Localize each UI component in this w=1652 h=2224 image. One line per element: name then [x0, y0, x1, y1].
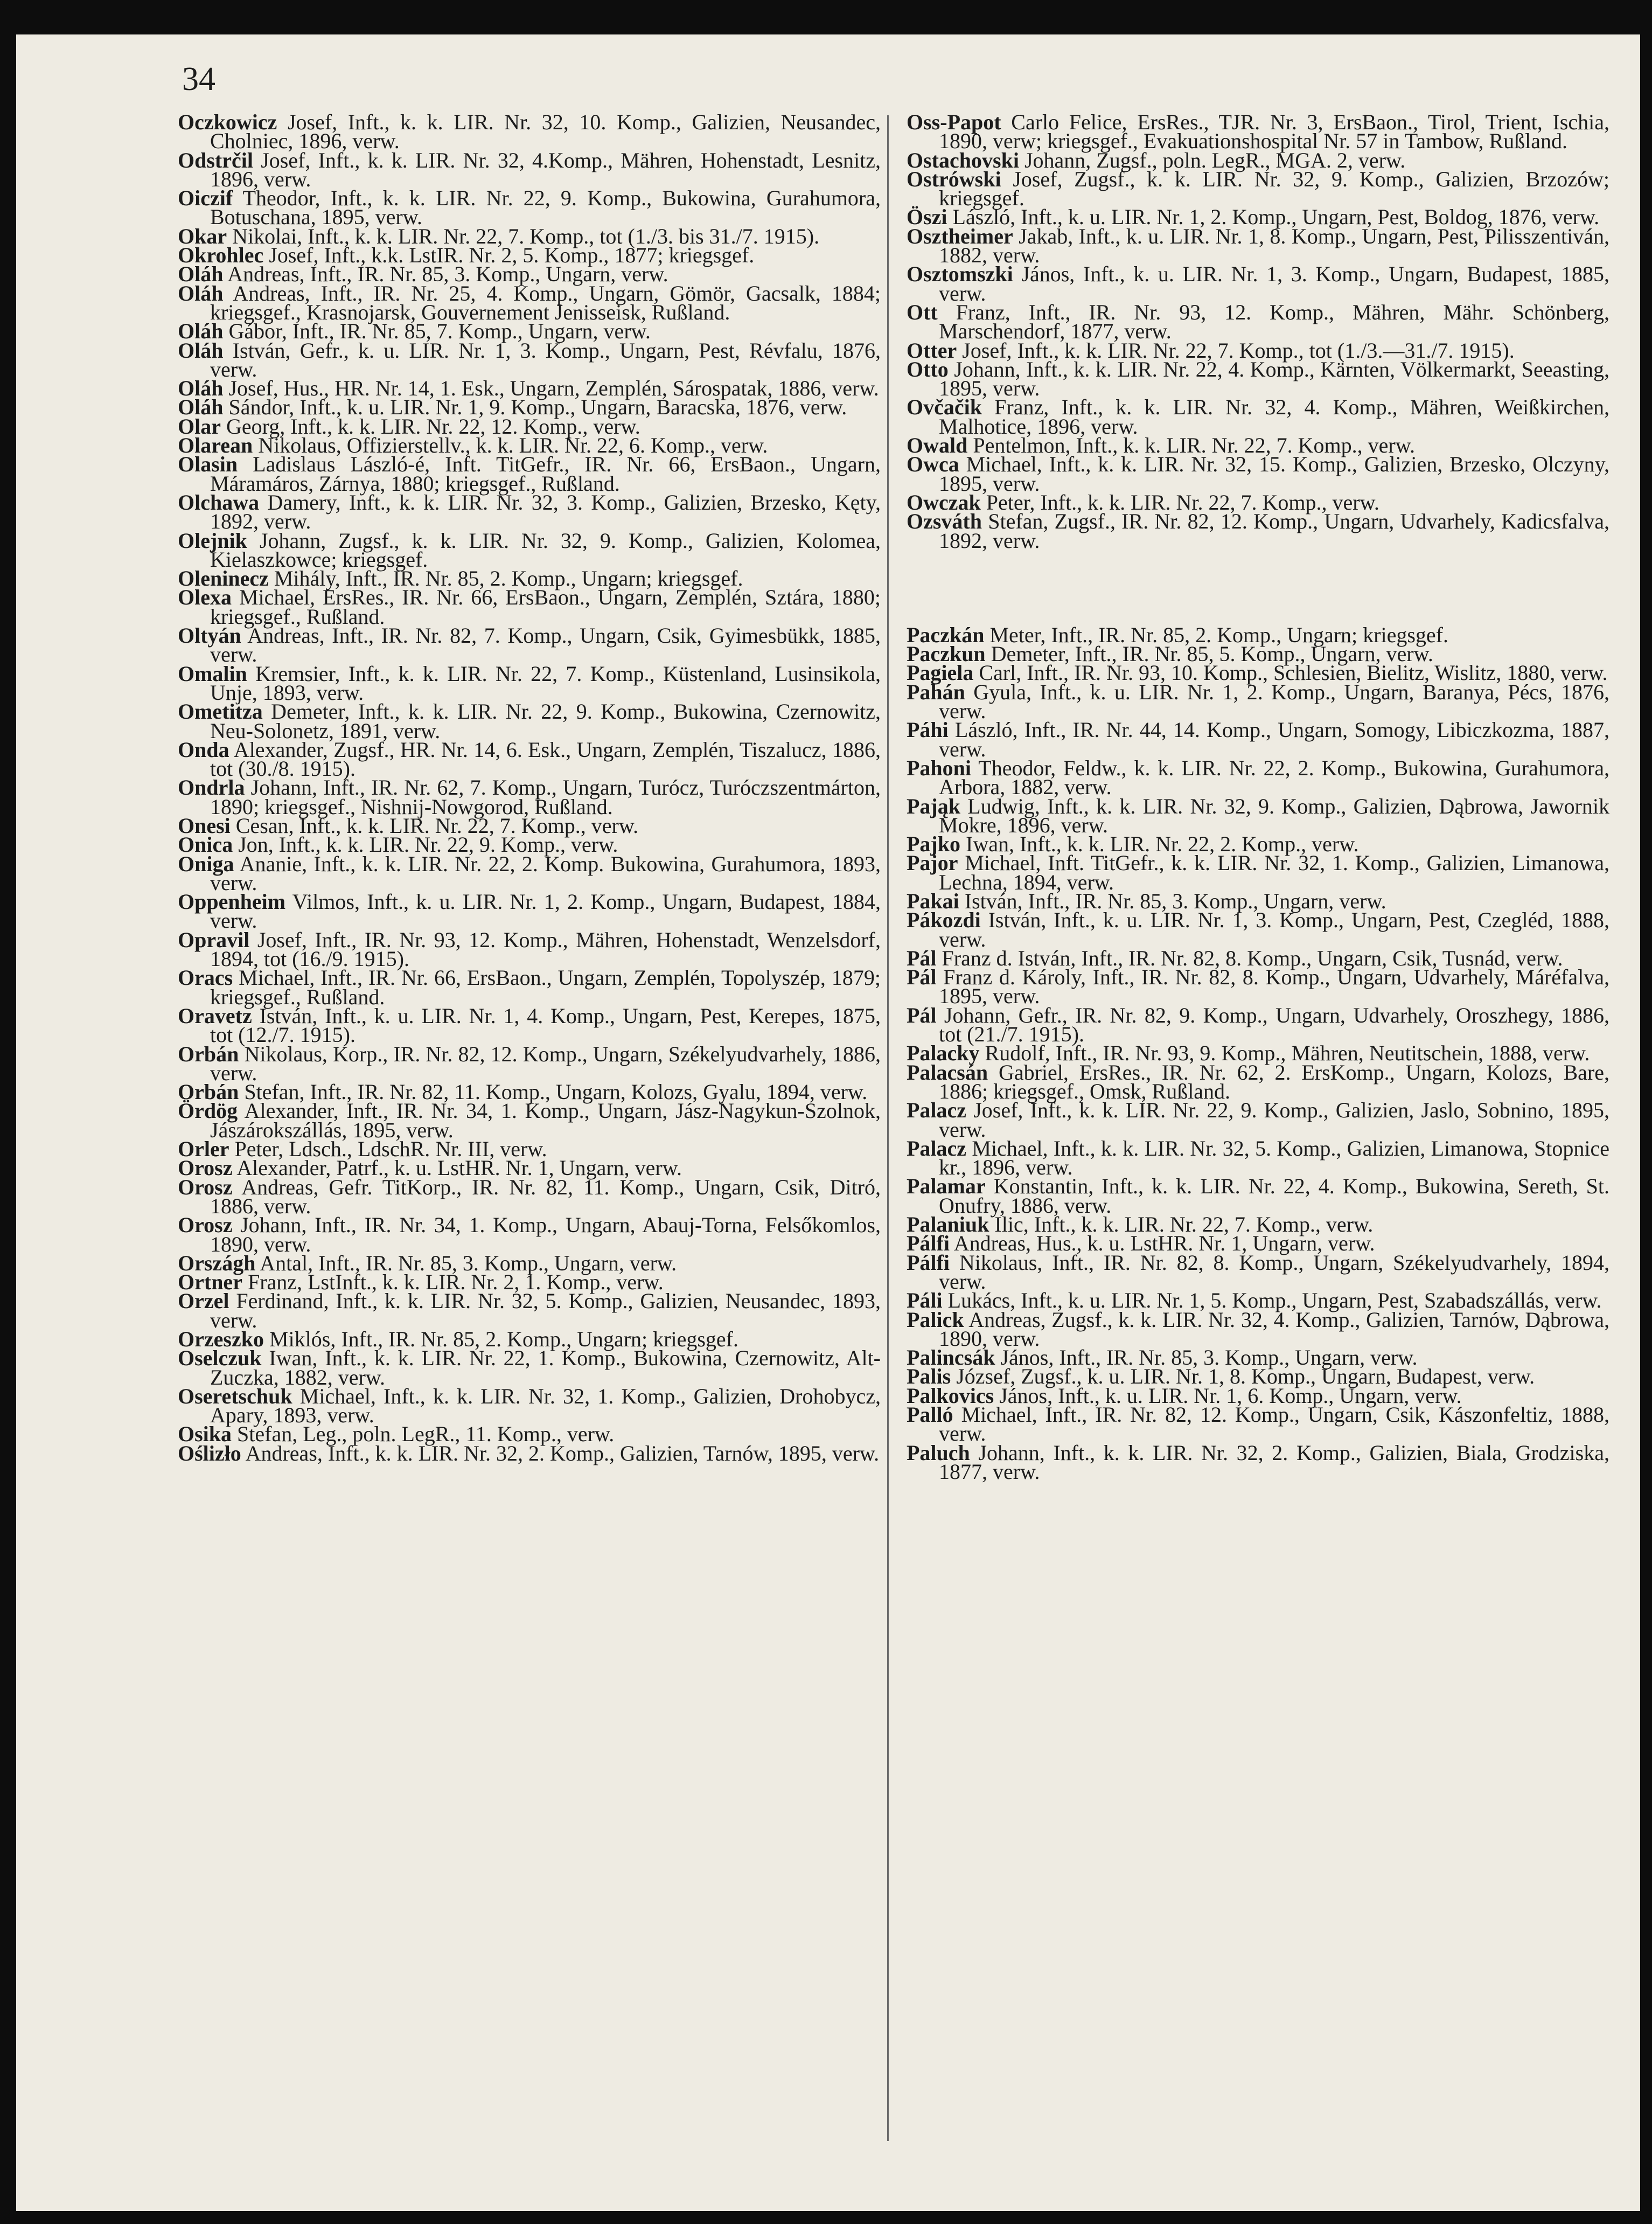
entry-details: Ilic, Inft., k. k. LIR. Nr. 22, 7. Komp., verw.: [989, 1212, 1374, 1237]
register-entry: [178, 1291, 881, 1330]
entry-details: Nikolaus, Korp., IR. Nr. 82, 12. Komp., Ungarn, Székelyudvarhely, 1886, verw.: [210, 1041, 881, 1085]
entry-details: János, Inft., k. u. LIR. Nr. 1, 6. Komp., Ungarn, verw.: [994, 1383, 1462, 1408]
entry-surname: Páhi: [907, 718, 949, 742]
register-entry: [178, 186, 881, 230]
entry-details: Johann, Gefr., IR. Nr. 82, 9. Komp., Ungarn, Udvarhely, Oroszhegy, 1886, tot (21./7. 1915).: [936, 1003, 1609, 1047]
entry-details: István, Inft., IR. Nr. 85, 3. Komp., Ungarn, verw.: [959, 888, 1386, 913]
entry-details: István, Inft., k. u. LIR. Nr. 1, 4. Komp., Ungarn, Pest, Kerepes, 1875, tot (12./7. 1915).: [210, 1003, 881, 1047]
entry-surname: Oláh: [178, 319, 224, 344]
entry-details: Andreas, Zugsf., k. k. LIR. Nr. 32, 4. Komp., Galizien, Tarnów, Dąbrowa, 1890, verw.: [939, 1307, 1609, 1351]
entry-surname: Palacz: [907, 1098, 967, 1123]
register-entry: [178, 927, 881, 971]
entry-details: Johann, Inft., k. k. LIR. Nr. 22, 4. Komp., Kärnten, Völkermarkt, Seeasting, 1895, verw.: [939, 357, 1609, 401]
entry-details: Ananie, Inft., k. k. LIR. Nr. 22, 2. Komp. Bukowina, Gurahumora, 1893, verw.: [210, 851, 881, 895]
register-entry: [907, 1174, 1609, 1218]
entry-details: Jon, Inft., k. k. LIR. Nr. 22, 9. Komp., verw.: [233, 832, 618, 857]
register-entry: [907, 1003, 1609, 1047]
entry-surname: Owca: [907, 452, 959, 477]
entry-details: Stefan, Zugsf., IR. Nr. 82, 12. Komp., Ungarn, Udvarhely, Kadicsfalva, 1892, verw.: [939, 509, 1609, 553]
entry-details: Franz d. István, Inft., IR. Nr. 82, 8. Komp., Ungarn, Csik, Tusnád, verw.: [936, 946, 1563, 970]
entry-surname: Orosz: [178, 1156, 233, 1180]
entry-details: Iwan, Inft., k. k. LIR. Nr. 22, 2. Komp., verw.: [960, 832, 1359, 857]
entry-details: Franz, Inft., IR. Nr. 93, 12. Komp., Mähren, Mähr. Schönberg, Marschendorf, 1877, verw.: [937, 300, 1609, 344]
entry-details: János, Inft., k. u. LIR. Nr. 1, 3. Komp., Ungarn, Budapest, 1885, verw.: [939, 262, 1609, 305]
entry-details: Alexander, Inft., IR. Nr. 34, 1. Komp., Ungarn, Jász-Nagykun-Szolnok, Jászárokszállás, 1895, verw.: [210, 1099, 881, 1142]
entry-surname: Odstrčil: [178, 148, 253, 172]
entry-surname: Öszi: [907, 205, 947, 230]
entry-surname: Onda: [178, 737, 229, 762]
entry-details: Josef, Inft., k. k. LIR. Nr. 32, 10. Komp., Galizien, Neusandec, Cholniec, 1896, verw.: [210, 110, 881, 154]
entry-details: Kremsier, Inft., k. k. LIR. Nr. 22, 7. Komp., Küstenland, Lusinsikola, Unje, 1893, verw.: [210, 661, 881, 705]
register-entry: [907, 1136, 1609, 1180]
entry-details: Carl, Inft., IR. Nr. 93, 10. Komp., Schlesien, Bielitz, Wislitz, 1880, verw.: [973, 661, 1608, 685]
entry-details: Alexander, Patrf., k. u. LstHR. Nr. 1, Ungarn, verw.: [232, 1156, 682, 1180]
entry-details: Josef, Inft., k. k. LIR. Nr. 22, 7. Komp., tot (1./3.—31./7. 1915).: [957, 338, 1515, 363]
entry-surname: Pajor: [907, 851, 958, 875]
entry-surname: Paluch: [907, 1440, 970, 1465]
entry-surname: Palincsák: [907, 1345, 995, 1370]
entry-surname: Oniga: [178, 851, 234, 876]
entry-surname: Pająk: [907, 794, 960, 818]
register-entry: [178, 775, 881, 819]
entry-surname: Ometitza: [178, 699, 263, 724]
register-entry: [178, 737, 881, 781]
register-entry: [178, 1215, 881, 1254]
entry-details: Andreas, Inft., IR. Nr. 82, 7. Komp., Ungarn, Csik, Gyimesbükk, 1885, verw.: [210, 623, 881, 667]
register-entry: [907, 1250, 1609, 1294]
entry-surname: Palacky: [907, 1041, 980, 1066]
entry-surname: Pagiela: [907, 661, 974, 685]
register-entry: [178, 1099, 881, 1142]
register-entry: [178, 338, 881, 381]
register-entry: [907, 1098, 1609, 1142]
register-entry: [178, 851, 881, 895]
entry-details: Johann, Zugsf., k. k. LIR. Nr. 32, 9. Komp., Galizien, Kolomea, Kielaszkowce; kriegsgef.: [210, 528, 881, 572]
entry-details: Michael, Inft., k. k. LIR. Nr. 32, 5. Komp., Galizien, Limanowa, Stopnice kr., 1896, verw.: [939, 1136, 1609, 1180]
entry-surname: Palamar: [907, 1174, 986, 1199]
register-entry: [907, 1402, 1609, 1446]
entry-details: László, Inft., k. u. LIR. Nr. 1, 2. Komp., Ungarn, Pest, Boldog, 1876, verw.: [947, 205, 1600, 230]
entry-details: Andreas, Gefr. TitKorp., IR. Nr. 82, 11. Komp., Ungarn, Csik, Ditró, 1886, verw.: [210, 1174, 881, 1218]
entry-details: Antal, Inft., IR. Nr. 85, 3. Komp., Ungarn, verw.: [255, 1250, 677, 1275]
entry-details: Jakab, Inft., k. u. LIR. Nr. 1, 8. Komp., Ungarn, Pest, Pilisszentiván, 1882, verw.: [939, 224, 1609, 268]
entry-details: Theodor, Feldw., k. k. LIR. Nr. 22, 2. Komp., Bukowina, Gurahumora, Arbora, 1882, verw.: [939, 755, 1609, 800]
entry-surname: Pakai: [907, 888, 959, 913]
left-column: [178, 110, 881, 1465]
entry-details: Michael, Inft., k. k. LIR. Nr. 32, 15. Komp., Galizien, Brzesko, Olczyny, 1895, verw.: [939, 452, 1609, 496]
entry-details: Vilmos, Inft., k. u. LIR. Nr. 1, 2. Komp., Ungarn, Budapest, 1884, verw.: [210, 889, 881, 933]
entry-surname: Palaniuk: [907, 1212, 989, 1237]
entry-surname: Orbán: [178, 1041, 239, 1066]
entry-details: Iwan, Inft., k. k. LIR. Nr. 22, 1. Komp., Bukowina, Czernowitz, Alt-Zuczka, 1882, verw.: [210, 1346, 881, 1389]
register-entry: [178, 1041, 881, 1085]
entry-details: Franz, LstInft., k. k. LIR. Nr. 2, 1. Komp., verw.: [242, 1270, 664, 1295]
entry-surname: Orbán: [178, 1080, 239, 1104]
entry-surname: Paczkun: [907, 642, 986, 666]
entry-surname: Ozsváth: [907, 509, 982, 534]
entry-surname: Ovčačik: [907, 395, 982, 420]
entry-details: Andreas, Hus., k. u. LstHR. Nr. 1, Ungarn, verw.: [949, 1231, 1375, 1256]
register-entry: [178, 585, 881, 629]
entry-details: Johann, Zugsf., poln. LegR., MGA. 2, verw.: [1019, 148, 1406, 172]
register-entry: [178, 623, 881, 667]
entry-details: Franz, Inft., k. k. LIR. Nr. 32, 4. Komp., Mähren, Weißkirchen, Malhotice, 1896, verw.: [939, 395, 1609, 439]
entry-surname: Oltyán: [178, 623, 241, 648]
entry-details: Demeter, Inft., IR. Nr. 85, 5. Komp., Ungarn, verw.: [985, 642, 1433, 666]
register-entry: [178, 452, 881, 496]
entry-details: Lukács, Inft., k. u. LIR. Nr. 1, 5. Komp., Ungarn, Pest, Szabadszállás, verw.: [942, 1288, 1602, 1313]
register-entry: [907, 679, 1609, 724]
entry-details: Michael, Inft., k. k. LIR. Nr. 32, 1. Komp., Galizien, Drohobycz, Apary, 1893, verw.: [210, 1384, 881, 1428]
entry-details: Andreas, Inft., IR. Nr. 85, 3. Komp., Ungarn, verw.: [223, 262, 668, 287]
entry-surname: Orler: [178, 1137, 229, 1162]
entry-details: Theodor, Inft., k. k. LIR. Nr. 22, 9. Komp., Bukowina, Gurahumora, Botuschana, 1895, verw.: [210, 186, 881, 230]
entry-details: Konstantin, Inft., k. k. LIR. Nr. 22, 4. Komp., Bukowina, Sereth, St. Onufry, 1886, verw.: [939, 1174, 1609, 1218]
entry-surname: Pálfi: [907, 1250, 950, 1275]
entry-details: Nikolaus, Inft., IR. Nr. 82, 8. Komp., Ungarn, Székelyudvarhely, 1894, verw.: [939, 1250, 1609, 1294]
entry-surname: Oláh: [178, 376, 224, 401]
entry-details: Miklós, Inft., IR. Nr. 85, 2. Komp., Ungarn; kriegsgef.: [263, 1327, 738, 1351]
entry-details: Josef, Inft., k. k. LIR. Nr. 22, 9. Komp., Galizien, Jaslo, Sobnino, 1895, verw.: [939, 1098, 1609, 1142]
entry-surname: Oppenheim: [178, 889, 286, 914]
entry-surname: Paczkán: [907, 622, 985, 647]
register-entry: [178, 699, 881, 743]
entry-details: Ludwig, Inft., k. k. LIR. Nr. 32, 9. Komp., Galizien, Dąbrowa, Jawornik Mokre, 1896, verw.: [939, 794, 1609, 837]
entry-details: Johann, Inft., IR. Nr. 34, 1. Komp., Ungarn, Abauj-Torna, Felsőkomlos, 1890, verw.: [210, 1213, 881, 1256]
entry-details: Peter, Inft., k. k. LIR. Nr. 22, 7. Komp., verw.: [980, 490, 1379, 515]
entry-details: Stefan, Inft., IR. Nr. 82, 11. Komp., Ungarn, Kolozs, Gyalu, 1894, verw.: [239, 1080, 868, 1104]
entry-surname: Okar: [178, 224, 227, 248]
register-entry: [907, 357, 1609, 401]
entry-details: Damery, Inft., k. k. LIR. Nr. 32, 3. Komp., Galizien, Brzesko, Kęty, 1892, verw.: [210, 490, 881, 534]
entry-surname: Pajko: [907, 832, 960, 857]
entry-details: László, Inft., IR. Nr. 44, 14. Komp., Ungarn, Somogy, Libiczkozma, 1887, verw.: [939, 718, 1609, 761]
entry-details: Michael, Inft., IR. Nr. 82, 12. Komp., Ungarn, Csik, Kászonfeltiz, 1888, verw.: [939, 1402, 1609, 1446]
register-entry: [178, 281, 881, 324]
entry-surname: Oláh: [178, 395, 224, 420]
entry-surname: Oselczuk: [178, 1346, 262, 1371]
register-entry: [178, 889, 881, 933]
entry-surname: Ostrówski: [907, 166, 1001, 191]
entry-surname: Owczak: [907, 490, 981, 515]
entry-details: Peter, Ldsch., LdschR. Nr. III, verw.: [229, 1137, 547, 1162]
entry-details: Franz d. Károly, Inft., IR. Nr. 82, 8. Komp., Ungarn, Udvarhely, Máréfalva, 1895, verw.: [936, 965, 1609, 1009]
entry-surname: Otter: [907, 338, 957, 363]
entry-details: József, Zugsf., k. u. LIR. Nr. 1, 8. Komp., Ungarn, Budapest, verw.: [951, 1364, 1535, 1389]
entry-surname: Orzeszko: [178, 1327, 264, 1351]
entry-details: Michael, ErsRes., IR. Nr. 66, ErsBaon., Ungarn, Zemplén, Sztára, 1880; kriegsgef., Rußland.: [210, 585, 881, 629]
entry-surname: Palló: [907, 1402, 953, 1427]
entry-details: Andreas, Inft., k. k. LIR. Nr. 32, 2. Komp., Galizien, Tarnów, 1895, verw.: [241, 1441, 880, 1465]
entry-details: István, Gefr., k. u. LIR. Nr. 1, 3. Komp., Ungarn, Pest, Révfalu, 1876, verw.: [210, 338, 881, 381]
entry-details: Andreas, Inft., IR. Nr. 25, 4. Komp., Ungarn, Gömör, Gacsalk, 1884; kriegsgef., Krasnojarsk, Gouvernement Jenisseisk, Rußland.: [210, 281, 881, 324]
register-entry: [907, 1307, 1609, 1351]
register-entry: [178, 1441, 881, 1465]
entry-details: Johann, Inft., k. k. LIR. Nr. 32, 2. Komp., Galizien, Biala, Grodziska, 1877, verw.: [939, 1440, 1609, 1484]
entry-details: Josef, Hus., HR. Nr. 14, 1. Esk., Ungarn, Zemplén, Sárospatak, 1886, verw.: [223, 376, 879, 401]
register-entry: [907, 965, 1609, 1009]
register-entry: [907, 262, 1609, 305]
entry-surname: Ostachovski: [907, 148, 1019, 172]
entry-details: Gabriel, ErsRes., IR. Nr. 62, 2. ErsKomp., Ungarn, Kolozs, Bare, 1886; kriegsgef., Omsk, Rußland.: [939, 1060, 1609, 1103]
entry-surname: Oracs: [178, 965, 233, 990]
register-entry: [178, 1384, 881, 1428]
register-entry: [907, 1440, 1609, 1484]
entry-details: Pentelmon, Inft., k. k. LIR. Nr. 22, 7. Komp., verw.: [967, 433, 1416, 458]
entry-surname: Okrohlec: [178, 243, 264, 268]
entry-details: Gábor, Inft., IR. Nr. 85, 7. Komp., Ungarn, verw.: [223, 319, 651, 344]
entry-surname: Palkovics: [907, 1383, 994, 1408]
register-entry: [907, 509, 1609, 553]
register-entry: [907, 908, 1609, 951]
entry-surname: Pahán: [907, 679, 965, 704]
column-divider: [887, 115, 889, 2141]
register-entry: [907, 300, 1609, 344]
entry-surname: Ortner: [178, 1270, 242, 1295]
entry-details: Meter, Inft., IR. Nr. 85, 2. Komp., Ungarn; kriegsgef.: [984, 622, 1448, 647]
entry-surname: Oravetz: [178, 1003, 252, 1028]
entry-details: Rudolf, Inft., IR. Nr. 93, 9. Komp., Mähren, Neutitschein, 1888, verw.: [979, 1041, 1590, 1066]
entry-surname: Ördög: [178, 1099, 238, 1123]
entry-surname: Olarean: [178, 433, 253, 458]
entry-details: Ladislaus László-é, Inft. TitGefr., IR. Nr. 66, ErsBaon., Ungarn, Máramáros, Zárnya, 1880; kriegsgef., Rußland.: [210, 452, 881, 496]
entry-details: Ferdinand, Inft., k. k. LIR. Nr. 32, 5. Komp., Galizien, Neusandec, 1893, verw.: [210, 1289, 881, 1332]
entry-details: Mihály, Inft., IR. Nr. 85, 2. Komp., Ungarn; kriegsgef.: [268, 566, 743, 591]
entry-surname: Oleninecz: [178, 566, 269, 591]
entry-details: István, Inft., k. u. LIR. Nr. 1, 3. Komp., Ungarn, Pest, Czegléd, 1888, verw.: [939, 908, 1609, 951]
entry-details: Josef, Inft., IR. Nr. 93, 12. Komp., Mähren, Hohenstadt, Wenzelsdorf, 1894, tot (16./9. 1915).: [210, 927, 881, 971]
entry-surname: Otto: [907, 357, 949, 381]
entry-surname: Onica: [178, 832, 233, 857]
entry-surname: Oss-Papot: [907, 110, 1001, 134]
register-page: [16, 34, 1640, 2211]
register-entry: [178, 490, 881, 534]
register-entry: [907, 224, 1609, 268]
entry-details: Nikolai, Inft., k. k. LIR. Nr. 22, 7. Komp., tot (1./3. bis 31./7. 1915).: [227, 224, 820, 248]
entry-surname: Olexa: [178, 585, 232, 610]
entry-surname: Omalin: [178, 661, 247, 686]
register-entry: [907, 853, 1609, 892]
entry-surname: Olasin: [178, 452, 238, 477]
entry-details: Johann, Inft., IR. Nr. 62, 7. Komp., Ungarn, Turócz, Turóczszentmárton, 1890; kriegsgef., Nishnij-Nowgorod, Rußland.: [210, 775, 881, 819]
register-entry: [178, 528, 881, 572]
register-entry: [907, 110, 1609, 154]
entry-surname: Olejnik: [178, 528, 247, 553]
register-entry: [907, 794, 1609, 837]
entry-details: Josef, Inft., k.k. LstIR. Nr. 2, 5. Komp., 1877; kriegsgef.: [263, 243, 755, 268]
entry-details: János, Inft., IR. Nr. 85, 3. Komp., Ungarn, verw.: [995, 1345, 1418, 1370]
entry-surname: Palis: [907, 1364, 951, 1389]
entry-surname: Oseretschuk: [178, 1384, 292, 1408]
register-entry: [907, 166, 1609, 211]
entry-surname: Pál: [907, 946, 937, 970]
register-entry: [178, 110, 881, 154]
entry-surname: Ott: [907, 300, 938, 324]
entry-surname: Olar: [178, 414, 221, 439]
entry-surname: Palacz: [907, 1136, 967, 1160]
entry-surname: Orosz: [178, 1213, 233, 1238]
register-entry: [178, 1346, 881, 1389]
entry-surname: Oiczif: [178, 186, 233, 211]
entry-surname: Onesi: [178, 813, 231, 838]
entry-surname: Oczkowicz: [178, 110, 277, 134]
entry-details: Cesan, Inft., k. k. LIR. Nr. 22, 7. Komp., verw.: [230, 813, 639, 838]
entry-surname: Owald: [907, 433, 968, 458]
entry-surname: Ondrla: [178, 775, 245, 800]
register-entry: [907, 395, 1609, 439]
entry-surname: Osztomszki: [907, 262, 1013, 287]
entry-surname: Pákozdi: [907, 908, 981, 933]
register-entry: [178, 965, 881, 1009]
entry-details: Alexander, Zugsf., HR. Nr. 14, 6. Esk., Ungarn, Zemplén, Tiszalucz, 1886, tot (30./8. 1915).: [210, 737, 881, 781]
entry-details: Michael, Inft. TitGefr., k. k. LIR. Nr. 32, 1. Komp., Galizien, Limanowa, Lechna, 1894, verw.: [939, 851, 1609, 894]
register-entry: [178, 661, 881, 705]
entry-surname: Pál: [907, 1003, 937, 1027]
entry-details: Georg, Inft., k. k. LIR. Nr. 22, 12. Komp., verw.: [220, 414, 640, 439]
register-entry: [907, 720, 1609, 759]
register-entry: [907, 1060, 1609, 1103]
register-entry: [907, 755, 1609, 800]
entry-surname: Olchawa: [178, 490, 260, 515]
right-column: [907, 110, 1609, 1484]
entry-surname: Oláh: [178, 281, 224, 305]
entry-details: Carlo Felice, ErsRes., TJR. Nr. 3, ErsBaon., Tirol, Trient, Ischia, 1890, verw; kriegsgef., Evakuationshospital Nr. 57 in Tambow, Rußland.: [939, 110, 1609, 154]
entry-surname: Oláh: [178, 262, 224, 287]
entry-surname: Országh: [178, 1250, 256, 1275]
entry-details: Nikolaus, Offizierstellv., k. k. LIR. Nr. 22, 6. Komp., verw.: [253, 433, 768, 458]
entry-surname: Oláh: [178, 338, 224, 363]
register-entry: [178, 1003, 881, 1047]
entry-details: Josef, Zugsf., k. k. LIR. Nr. 32, 9. Komp., Galizien, Brzozów; kriegsgef.: [939, 166, 1609, 211]
entry-details: Gyula, Inft., k. u. LIR. Nr. 1, 2. Komp., Ungarn, Baranya, Pécs, 1876, verw.: [939, 679, 1609, 724]
entry-surname: Opravil: [178, 927, 250, 952]
entry-details: Josef, Inft., k. k. LIR. Nr. 32, 4.Komp., Mähren, Hohenstadt, Lesnitz, 1896, verw.: [210, 148, 881, 191]
entry-surname: Osika: [178, 1422, 232, 1447]
page-number: 34: [182, 61, 215, 98]
entry-surname: Páli: [907, 1288, 943, 1313]
entry-surname: Palacsán: [907, 1060, 988, 1085]
register-entry: [178, 148, 881, 191]
entry-surname: Palick: [907, 1307, 964, 1332]
entry-surname: Orosz: [178, 1174, 233, 1199]
entry-details: Michael, Inft., IR. Nr. 66, ErsBaon., Ungarn, Zemplén, Topolyszép, 1879; kriegsgef., Rußland.: [210, 965, 881, 1009]
entry-surname: Pahoni: [907, 755, 972, 780]
register-entry: [178, 1174, 881, 1218]
entry-details: Demeter, Inft., k. k. LIR. Nr. 22, 9. Komp., Bukowina, Czernowitz, Neu-Solonetz, 1891, verw.: [210, 699, 881, 743]
entry-surname: Orzel: [178, 1289, 229, 1313]
entry-details: Sándor, Inft., k. u. LIR. Nr. 1, 9. Komp., Ungarn, Baracska, 1876, verw.: [223, 395, 847, 420]
entry-surname: Pál: [907, 965, 937, 990]
entry-surname: Osztheimer: [907, 224, 1013, 248]
entry-surname: Pálfi: [907, 1231, 950, 1256]
entry-surname: Oślizło: [178, 1441, 241, 1465]
entry-details: Stefan, Leg., poln. LegR., 11. Komp., verw.: [232, 1422, 615, 1447]
register-entry: [907, 452, 1609, 496]
